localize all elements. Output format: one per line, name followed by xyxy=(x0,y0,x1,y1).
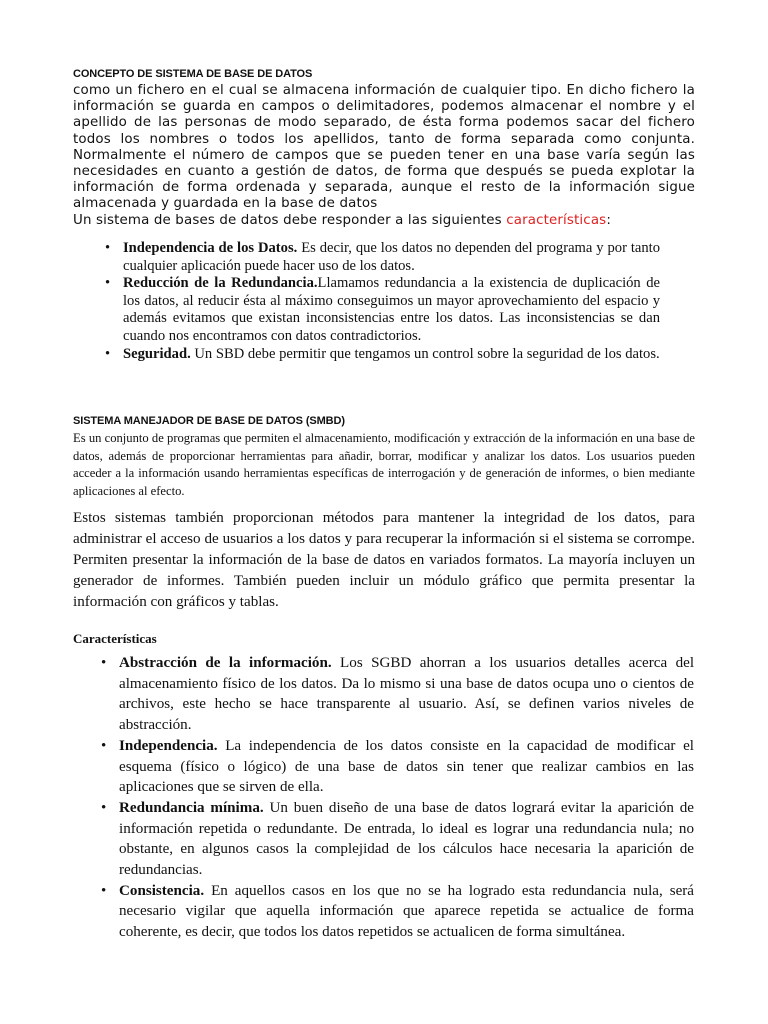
list-item xyxy=(97,736,694,798)
item-text: En aquellos casos en los que no se ha logrado esta redundancia nula, será necesario vigilar que aquella información que aparece repetida se actualice de forma coherente, es decir, que todos los datos repetidos se actualicen de forma simultánea. xyxy=(119,882,694,941)
list-item xyxy=(97,653,694,736)
intro-text: Un sistema de bases de datos debe responder a las siguientes xyxy=(73,213,507,228)
bullet-icon: • xyxy=(101,737,107,754)
bullet-icon: • xyxy=(101,882,107,899)
list-item xyxy=(101,240,660,275)
item-text: Un SBD debe permitir que tengamos un control sobre la seguridad de los datos. xyxy=(190,345,660,362)
requirements-list xyxy=(101,240,660,363)
item-text: Es decir, que los datos no dependen del programa y por tanto cualquier aplicación puede hacer uso de los datos. xyxy=(123,240,661,274)
item-text: Un buen diseño de una base de datos logrará evitar la aparición de información repetida o redundante. De entrada, lo ideal es lograr una redundancia nula; no obstante, en algunos casos la complejidad de los cálculos hace necesaria la aparición de redundancias. xyxy=(119,799,694,879)
item-text: La independencia de los datos consiste en la capacidad de modificar el esquema (físico o lógico) de una base de datos sin tener que realizar cambios en las aplicaciones que se sirven de ella. xyxy=(119,737,694,796)
smbd-definition: Es un conjunto de programas que permiten el almacenamiento, modificación y extracción de la información en una base de datos, además de proporcionar herramientas para añadir, borrar, modificar y analizar los datos. Los usuarios pueden acceder a la información usando herramientas específicas de interrogación y de generación de informes, o bien mediante aplicaciones al efecto. xyxy=(73,431,695,498)
item-title: Abstracción de la información. xyxy=(119,655,332,671)
requirements-intro xyxy=(73,213,695,229)
item-text: Llamamos redundancia a la existencia de duplicación de los datos, al reducir ésta al máximo conseguimos un mayor aprovechamiento del espacio y además evitamos que existan inconsistencias entre los datos. Las inconsistencias se dan cuando nos encontramos con datos contradictorios. xyxy=(123,275,661,344)
section-heading-concepto: CONCEPTO DE SISTEMA DE BASE DE DATOS xyxy=(73,68,313,80)
bullet-icon: • xyxy=(105,240,111,256)
item-title: Independencia de los Datos. xyxy=(123,240,298,256)
caracteristicas-list xyxy=(97,653,694,943)
section-heading-smbd: SISTEMA MANEJADOR DE BASE DE DATOS (SMBD) xyxy=(73,415,345,427)
list-item xyxy=(97,881,694,943)
item-title: Independencia. xyxy=(119,737,218,754)
caracteristicas-link[interactable]: características xyxy=(506,213,607,228)
concepto-paragraph: como un fichero en el cual se almacena información de cualquier tipo. En dicho fichero la información se guarda en campos o delimitadores, podemos almacenar el nombre y el apellido de las personas de modo separado, de ésta forma podemos sacar del fichero todos los nombres o todos los apellidos, tanto de forma separada como conjunta. Normalmente el número de campos que se pueden tener en una base varía según las necesidades en cuanto a gestión de datos, de forma que después se pueda explotar la información de forma ordenada y separada, aunque el resto de la información sigue almacenada y guardada en la base de datos xyxy=(73,83,695,212)
bullet-icon: • xyxy=(105,275,111,292)
item-title: Reducción de la Redundancia. xyxy=(123,275,318,292)
item-title: Seguridad. xyxy=(123,345,191,362)
smbd-paragraph: Estos sistemas también proporcionan métodos para mantener la integridad de los datos, para administrar el acceso de usuarios a los datos y para recuperar la información si el sistema se corrompe. Permiten presentar la información de la base de datos en variados formatos. La mayoría incluyen un generador de informes. También pueden incluir un módulo gráfico que permita presentar la información con gráficos y tablas. xyxy=(73,510,695,610)
bullet-icon: • xyxy=(105,345,111,362)
item-title: Redundancia mínima. xyxy=(119,799,264,816)
bullet-icon: • xyxy=(101,655,107,671)
intro-colon: : xyxy=(606,213,611,228)
list-item xyxy=(101,275,660,345)
item-title: Consistencia. xyxy=(119,882,205,899)
bullet-icon: • xyxy=(101,799,107,816)
caracteristicas-heading: Características xyxy=(73,631,157,646)
list-item xyxy=(97,798,694,881)
item-text: Los SGBD ahorran a los usuarios detalles acerca del almacenamiento físico de los datos. Da lo mismo si una base de datos ocupa uno o cientos de archivos, este hecho se hace transparente al usuario. Así, se definen varios niveles de abstracción. xyxy=(119,655,695,734)
list-item xyxy=(101,346,660,364)
